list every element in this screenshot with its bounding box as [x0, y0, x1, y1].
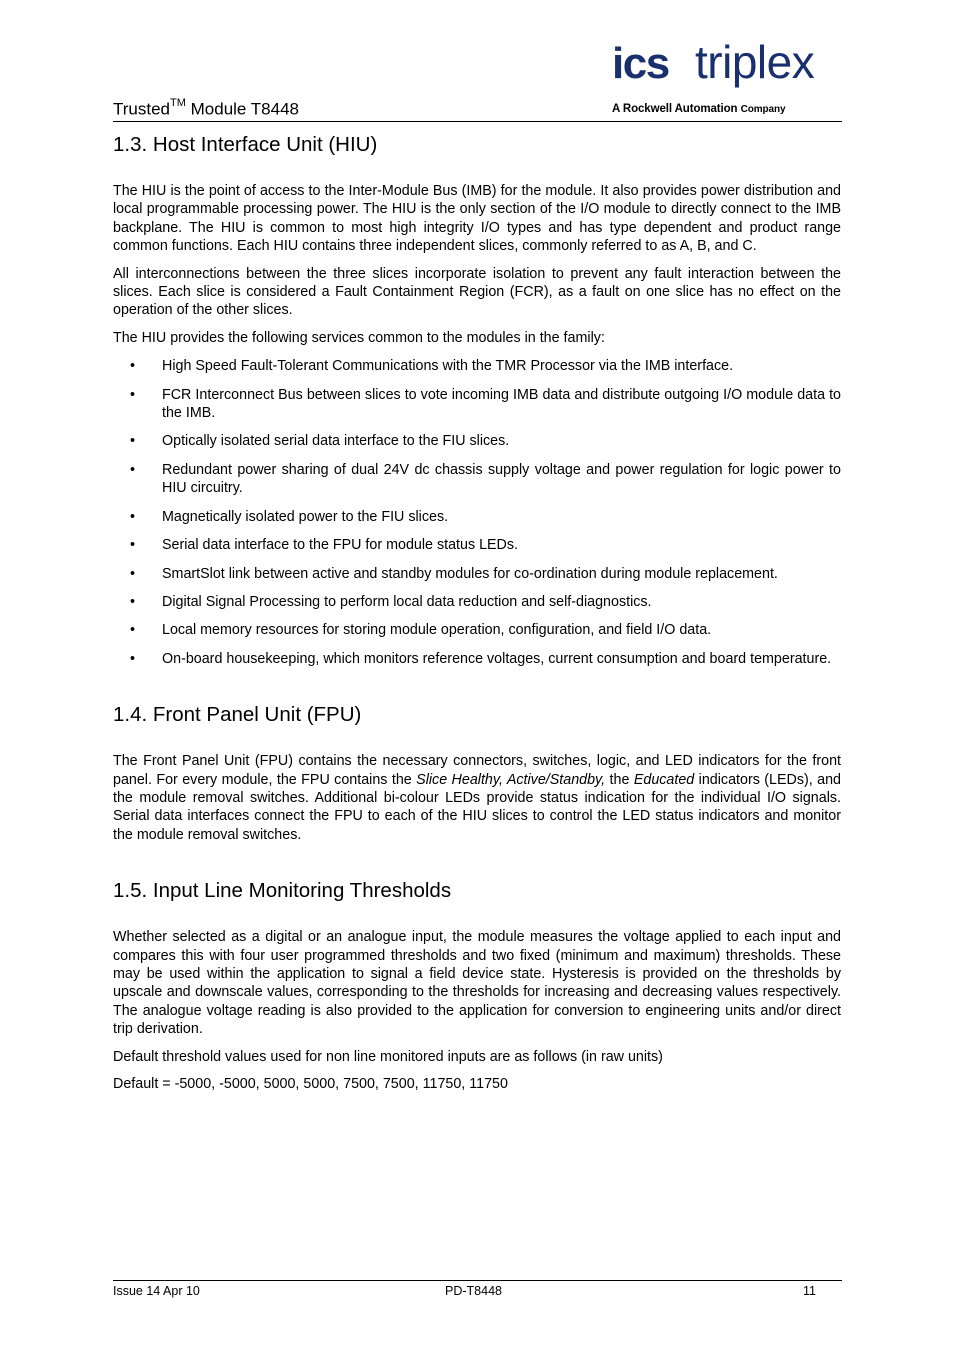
running-header-title — [113, 99, 299, 120]
list-item: • Optically isolated serial data interface to the FIU slices. — [130, 433, 510, 450]
hiu-paragraph-1: The HIU is the point of access to the Inter-Module Bus (IMB) for the module. It also provides power distribution and local programmable processing power. The HIU is the only section of the I/O module to directly connect to the IMB backplane. The HIU is common to most high integrity I/O types and has type dependent and product range common functions. Each HIU contains three independent slices, commonly referred to as A, B, and C. — [113, 183, 841, 255]
list-item: • High Speed Fault-Tolerant Communications with the TMR Processor via the IMB interface. — [130, 358, 734, 375]
list-item: • Digital Signal Processing to perform local data reduction and self-diagnostics. — [130, 593, 652, 610]
bullet-icon: • — [130, 650, 136, 667]
ilm-paragraph-2: Default threshold values used for non line monitored inputs are as follows (in raw units) — [113, 1048, 663, 1065]
footer-doc-id: PD-T8448 — [445, 1284, 502, 1298]
list-item: • Local memory resources for storing module operation, configuration, and field I/O data. — [130, 622, 712, 639]
logo-tagline-company: Company — [740, 104, 786, 115]
footer-page-number: 11 — [803, 1284, 816, 1298]
list-item: • On-board housekeeping, which monitors reference voltages, current consumption and board temperature. — [130, 650, 832, 667]
list-item: • Serial data interface to the FPU for module status LEDs. — [130, 537, 519, 554]
section-heading-fpu: 1.4. Front Panel Unit (FPU) — [113, 703, 362, 727]
section-heading-hiu: 1.3. Host Interface Unit (HIU) — [113, 133, 378, 156]
bullet-icon: • — [130, 622, 136, 639]
list-item: • FCR Interconnect Bus between slices to vote incoming IMB data and distribute outgoing I/O module data to the IMB. — [130, 386, 841, 422]
bullet-icon: • — [130, 508, 136, 525]
footer-rule — [113, 1280, 842, 1281]
hiu-paragraph-3: The HIU provides the following services common to the modules in the family: — [113, 329, 605, 346]
bullet-icon: • — [130, 386, 136, 403]
header-module: Module T8448 — [185, 99, 300, 119]
logo-triplex-text: triplex — [695, 40, 815, 88]
header-trademark: TM — [170, 97, 186, 109]
bullet-icon: • — [130, 358, 136, 375]
page-body — [113, 131, 841, 1093]
logo-ics-text: ics — [612, 40, 669, 88]
logo-tagline-rockwell: A Rockwell Automation — [612, 103, 738, 115]
bullet-icon: • — [130, 537, 136, 554]
section-heading-ilm: 1.5. Input Line Monitoring Thresholds — [113, 879, 452, 903]
logo-tagline — [612, 103, 842, 115]
bullet-icon: • — [130, 565, 136, 582]
bullet-icon: • — [130, 461, 136, 478]
ilm-paragraph-1: Whether selected as a digital or an analogue input, the module measures the voltage applied to each input and compares this with four user programmed thresholds and two fixed (minimum and maximum) thresholds. These may be used within the application to signal a field device state. Hysteresis is provided on the thresholds by upscale and downscale values, corresponding to the thresholds for increasing and decreasing values respectively. The analogue voltage reading is also provided to the application for conversion to engineering units and/or direct trip derivation. — [113, 929, 841, 1038]
footer-issue: Issue 14 Apr 10 — [113, 1284, 200, 1298]
list-item: • Magnetically isolated power to the FIU slices. — [130, 508, 449, 525]
hiu-paragraph-2: All interconnections between the three slices incorporate isolation to prevent any fault interaction between the slices. Each slice is considered a Fault Containment Region (FCR), as a fault on one slice has no effect on the operation of the other slices. — [113, 265, 841, 319]
ilm-paragraph-3: Default = -5000, -5000, 5000, 5000, 7500, 7500, 11750, 11750 — [113, 1076, 508, 1092]
ics-triplex-logo — [612, 40, 842, 102]
header-trusted: Trusted — [113, 99, 171, 119]
fpu-italic-educated: Educated — [633, 771, 695, 788]
list-item: • SmartSlot link between active and standby modules for co-ordination during module replacement. — [130, 565, 778, 582]
hiu-services-list — [113, 357, 841, 668]
bullet-icon: • — [130, 433, 136, 450]
bullet-icon: • — [130, 593, 136, 610]
header-rule — [113, 121, 842, 122]
fpu-italic-indicators: Slice Healthy, Active/Standby, — [416, 771, 606, 788]
list-item: • Redundant power sharing of dual 24V dc chassis supply voltage and power regulation for logic power to HIU circuitry. — [130, 461, 841, 497]
fpu-paragraph-1: The Front Panel Unit (FPU) contains the necessary connectors, switches, logic, and LED indicators for the front panel. For every module, the FPU contains the Slice Healthy, Active/Standby, the Educated indicators (LEDs), and the module removal switches. Additional bi-colour LEDs provide status indication for the individual I/O signals. Serial data interfaces connect the FPU to each of the HIU slices to control the LED status indicators and monitor the module removal switches. — [113, 753, 841, 843]
